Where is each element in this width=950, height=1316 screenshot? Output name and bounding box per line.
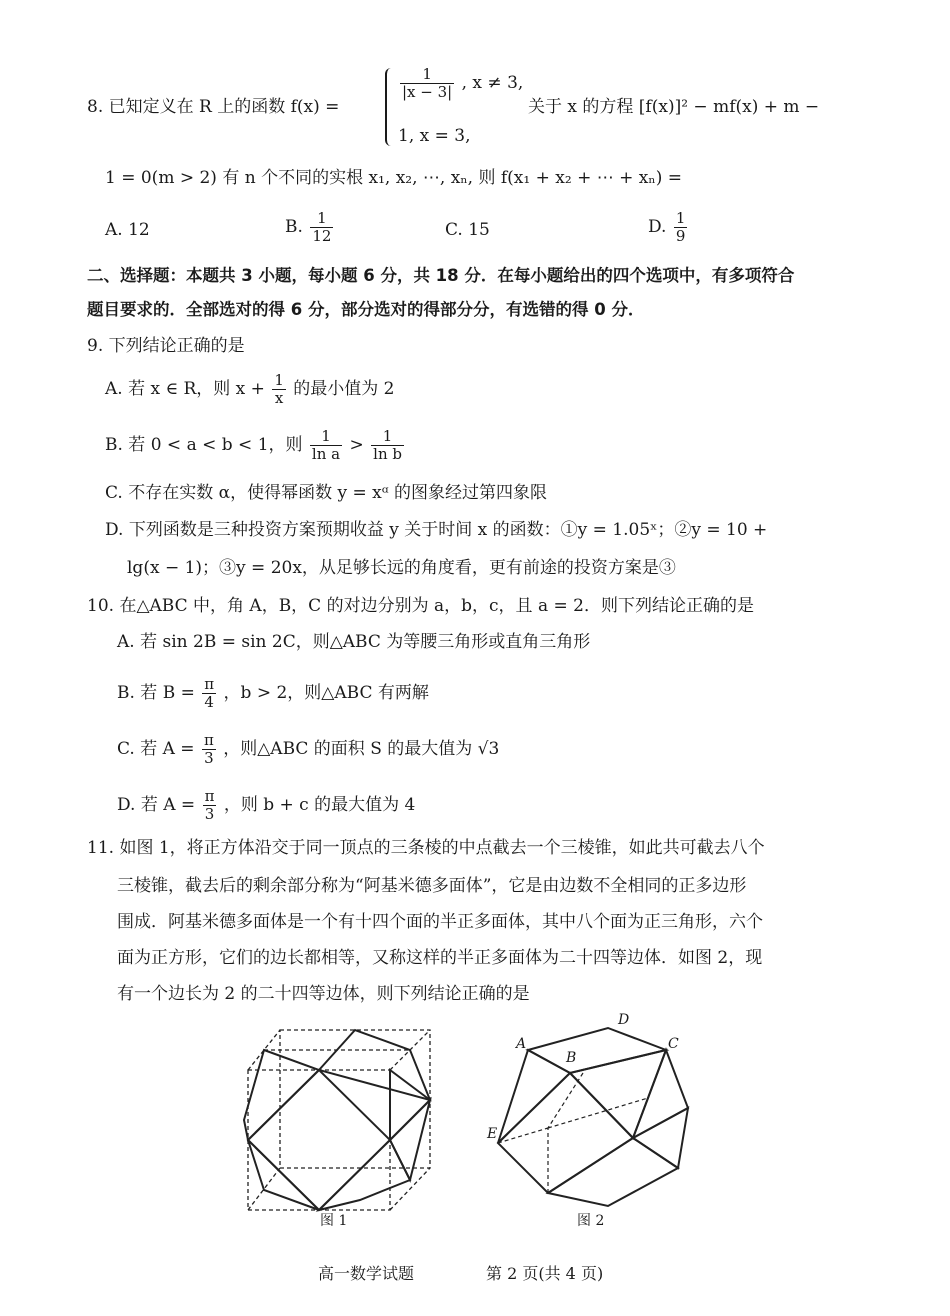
- q10-option-b-den: 4: [204, 693, 214, 711]
- q9-option-d-line1: D. 下列函数是三种投资方案预期收益 y 关于时间 x 的函数：①y = 1.05ˣ；②y = 10 +: [105, 520, 768, 540]
- q8-option-d-fraction: [674, 210, 688, 245]
- q9-option-b-num2: 1: [371, 428, 404, 446]
- q10-option-d-num: π: [204, 787, 215, 805]
- q10-option-d-den: 3: [204, 805, 215, 823]
- q10-option-c: [117, 732, 499, 767]
- q10-option-b-prefix: B. 若 B =: [117, 683, 195, 703]
- q9-option-b-gt: >: [349, 435, 364, 455]
- q9-option-a-den: x: [274, 389, 284, 407]
- figure2-label-b: B: [566, 1050, 577, 1066]
- q9-option-b-den2: ln b: [373, 445, 402, 463]
- q9-option-b-prefix: B. 若 0 < a < b < 1，则: [105, 435, 303, 455]
- q10-option-b-suffix: ，b > 2，则△ABC 有两解: [223, 683, 429, 703]
- q10-option-b-num: π: [204, 675, 215, 693]
- q10-option-c-prefix: C. 若 A =: [117, 739, 195, 759]
- q8-piecewise-brace: [385, 68, 397, 146]
- q9-option-a-num: 1: [274, 371, 284, 389]
- q10-option-d-suffix: ，则 b + c 的最大值为 4: [223, 795, 416, 815]
- figure1-caption: 图 1: [320, 1213, 348, 1229]
- q9-option-b-fraction1: [310, 428, 342, 463]
- q9-option-b-den1: ln a: [311, 445, 341, 463]
- q8-case2: 1, x = 3,: [398, 126, 471, 146]
- q8-prefix: 8. 已知定义在 R 上的函数 f(x) =: [87, 97, 340, 117]
- q9-option-c: C. 不存在实数 α，使得幂函数 y = xᵅ 的图象经过第四象限: [105, 483, 547, 503]
- q11-line4: 面为正方形，它们的边长都相等，又称这样的半正多面体为二十四等边体．如图 2，现: [117, 948, 763, 968]
- q10-option-b-fraction: [202, 676, 216, 711]
- q9-stem: 9. 下列结论正确的是: [87, 336, 245, 356]
- q8-option-d-num: 1: [675, 209, 686, 227]
- section2-line2: 题目要求的．全部选对的得 6 分，部分选对的得部分分，有选错的得 0 分．: [87, 300, 645, 319]
- q11-line1: 11. 如图 1，将正方体沿交于同一顶点的三条棱的中点截去一个三棱锥，如此共可截去八个: [87, 838, 765, 858]
- q8-case1: [398, 66, 523, 101]
- q8-suffix: 关于 x 的方程 [f(x)]² − mf(x) + m −: [528, 97, 820, 117]
- q9-option-b-fraction2: [371, 428, 404, 463]
- q10-option-c-suffix: ，则△ABC 的面积 S 的最大值为 √3: [223, 739, 500, 759]
- q10-option-c-fraction: [202, 732, 216, 767]
- figure2-label-a: A: [516, 1036, 527, 1052]
- figure2-label-c: C: [668, 1036, 679, 1052]
- q9-option-a-suffix: 的最小值为 2: [293, 379, 395, 399]
- q8-case1-fraction: [400, 66, 454, 101]
- section2-line1: 二、选择题：本题共 3 小题，每小题 6 分，共 18 分．在每小题给出的四个选项中，有多项符合: [87, 266, 795, 285]
- q8-line2: 1 = 0(m > 2) 有 n 个不同的实根 x₁, x₂, ⋯, xₙ, 则 f(x₁ + x₂ + ⋯ + xₙ) =: [105, 168, 682, 188]
- q8-case1-cond: , x ≠ 3,: [461, 73, 524, 93]
- figure2-label-d: D: [618, 1012, 630, 1028]
- q10-option-b: [117, 676, 429, 711]
- q9-option-b-num1: 1: [310, 428, 342, 446]
- q8-option-b-fraction: [310, 210, 333, 245]
- q11-line5: 有一个边长为 2 的二十四等边体，则下列结论正确的是: [117, 984, 530, 1004]
- figure2-label-e: E: [487, 1126, 498, 1142]
- q8-case1-den: |x − 3|: [402, 83, 453, 101]
- q10-stem: 10. 在△ABC 中，角 A，B，C 的对边分别为 a，b，c，且 a = 2．则下列结论正确的是: [87, 596, 754, 616]
- q9-option-a-prefix: A. 若 x ∈ R，则 x +: [105, 379, 265, 399]
- q8-option-b: [285, 210, 335, 245]
- q8-option-a: A. 12: [105, 220, 150, 240]
- q8-option-d-label: D.: [648, 217, 667, 237]
- q9-option-b: [105, 428, 406, 463]
- q10-option-a: A. 若 sin 2B = sin 2C，则△ABC 为等腰三角形或直角三角形: [117, 632, 591, 652]
- q8-option-d-den: 9: [675, 227, 686, 245]
- q10-option-c-den: 3: [204, 749, 214, 767]
- q11-line3: 围成．阿基米德多面体是一个有十四个面的半正多面体，其中八个面为正三角形，六个: [117, 912, 763, 932]
- q8-option-b-label: B.: [285, 217, 303, 237]
- q8-case1-num: 1: [400, 66, 454, 84]
- q8-option-c: C. 15: [445, 220, 490, 240]
- q10-option-d-prefix: D. 若 A =: [117, 795, 196, 815]
- footer-title: 高一数学试题: [318, 1264, 415, 1283]
- q8-option-d: [648, 210, 689, 245]
- q10-option-d: [117, 788, 415, 823]
- q9-option-d-line2: lg(x − 1)；③y = 20x，从足够长远的角度看，更有前途的投资方案是③: [127, 558, 676, 578]
- footer-page-number: 第 2 页(共 4 页): [486, 1264, 604, 1283]
- q8-option-b-num: 1: [310, 210, 333, 228]
- figure1-cuboctahedron: [240, 1020, 450, 1215]
- q10-option-c-num: π: [203, 731, 214, 749]
- q10-option-d-fraction: [203, 788, 217, 823]
- q8-option-b-den: 12: [312, 227, 332, 245]
- figure2-caption: 图 2: [577, 1213, 605, 1229]
- q11-line2: 三棱锥，截去后的剩余部分称为“阿基米德多面体”，它是由边数不全相同的正多边形: [117, 876, 747, 896]
- q9-option-a-fraction: [272, 372, 286, 407]
- q9-option-a: [105, 372, 395, 407]
